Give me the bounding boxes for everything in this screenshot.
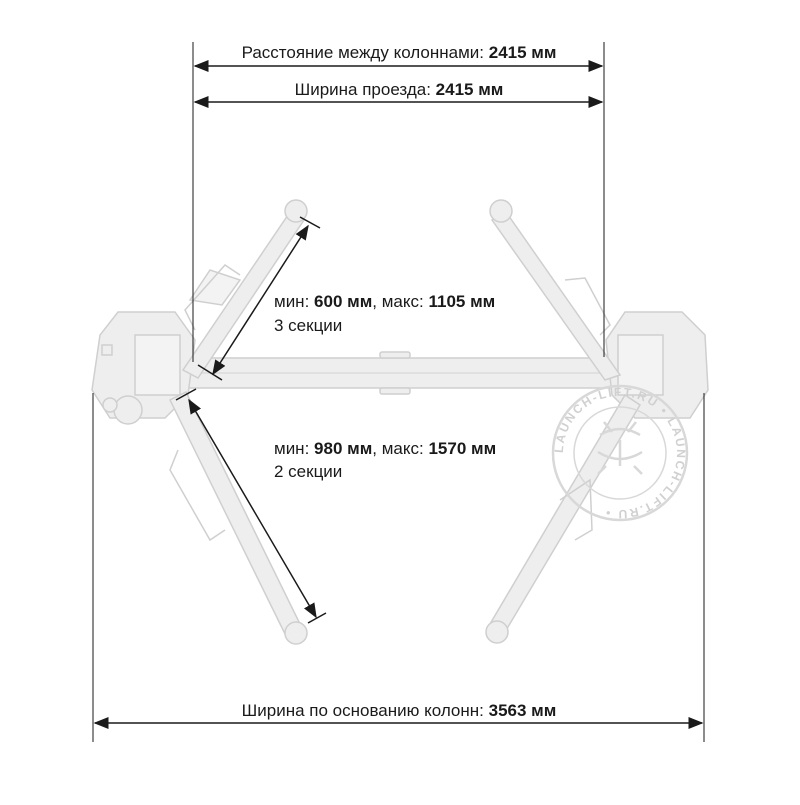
between-columns-label (242, 43, 557, 63)
short-arm-min-label: мин: (274, 292, 310, 311)
short-arm-max-label: макс: (381, 292, 424, 311)
short-arm-sections: 3 секции (274, 316, 343, 335)
short-arm-max-value: 1105 мм (428, 292, 496, 311)
passage-width-value: 2415 мм (435, 80, 504, 99)
short-arm-min-value: 600 мм (314, 292, 373, 311)
passage-width-text: Ширина проезда: (294, 80, 431, 99)
short-arm-sep: , (372, 292, 382, 311)
long-arm-max-value: 1570 мм (428, 439, 497, 458)
passage-width-label (295, 80, 504, 100)
watermark-text: LAUNCH-LIFT.RU • LAUNCH-LIFT.RU • (551, 384, 689, 522)
long-arm-max-label: макс: (381, 439, 424, 458)
long-arm-range (274, 439, 496, 459)
between-columns-value: 2415 мм (488, 43, 557, 62)
base-width-value: 3563 мм (488, 701, 557, 720)
short-arm-range (274, 292, 495, 312)
long-arm-min-label: мин: (274, 439, 310, 458)
lift-top-view (92, 200, 708, 644)
long-arm-sep: , (372, 439, 382, 458)
long-arm-min-value: 980 мм (314, 439, 373, 458)
long-arm-sections: 2 секции (274, 462, 343, 481)
long-arm-arrow (189, 400, 316, 617)
base-width-text: Ширина по основанию колонн: (241, 701, 484, 720)
between-columns-text: Расстояние между колоннами: (241, 43, 484, 62)
base-width-label (242, 701, 557, 721)
right-upper-arm (490, 200, 620, 380)
